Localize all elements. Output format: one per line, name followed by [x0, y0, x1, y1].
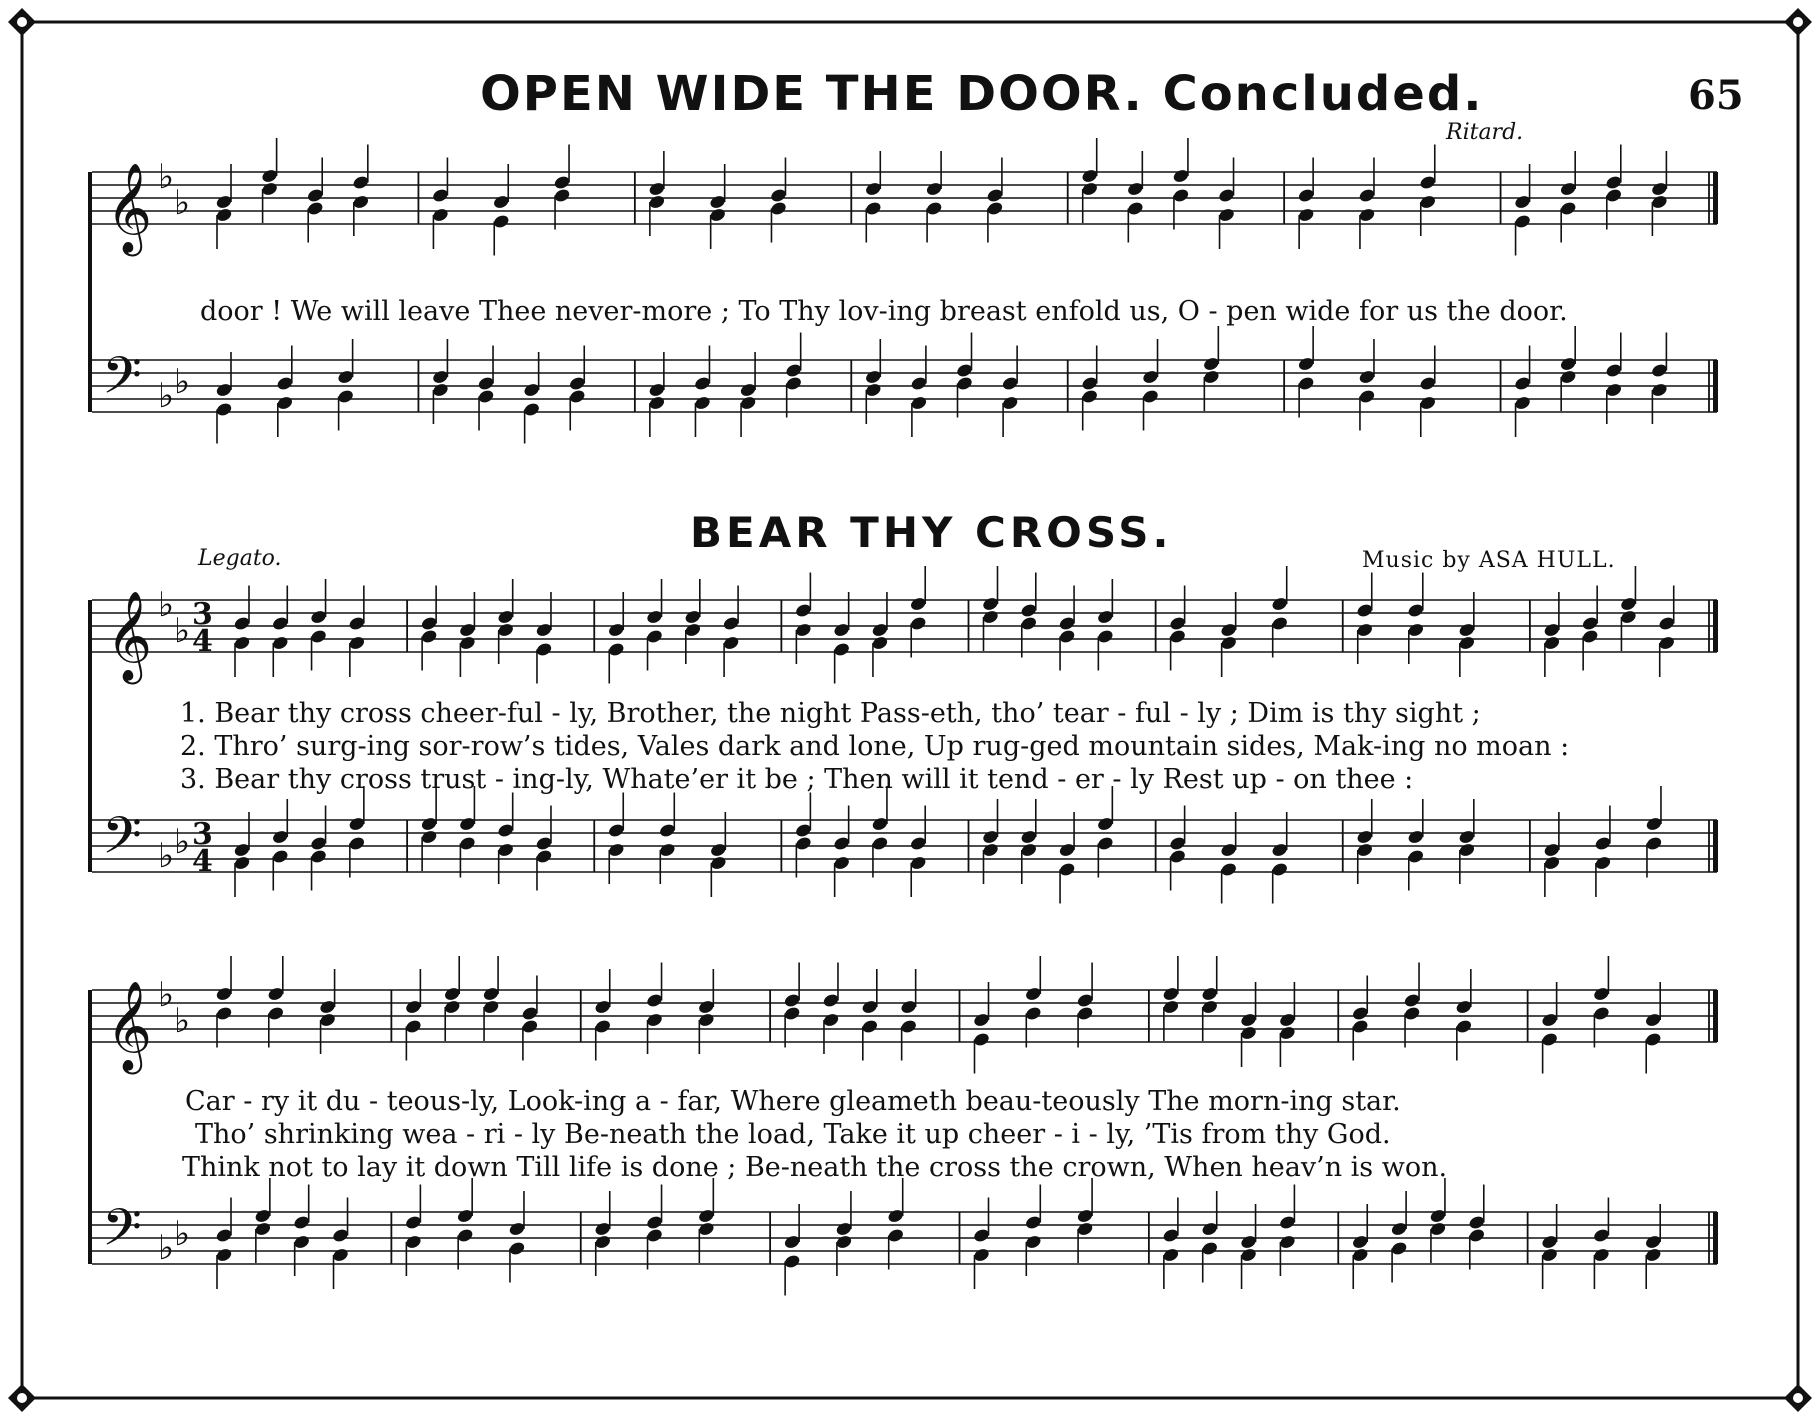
flat-sign-icon: ♭	[174, 1214, 191, 1254]
final-barline-thick	[1713, 990, 1718, 1042]
corner-ornament-center	[17, 1393, 27, 1403]
time-signature-top: 3	[192, 817, 213, 852]
system-bracket	[88, 990, 92, 1264]
song-title-open-wide-the-door: OPEN WIDE THE DOOR. Concluded.	[480, 66, 1484, 122]
flat-sign-icon: ♭	[174, 822, 191, 862]
verse-3-line-a: 3. Bear thy cross trust - ing-ly, Whate’er it be ; Then will it tend - er - ly Rest up - on thee :	[180, 764, 1414, 795]
flat-sign-icon: ♭	[158, 1228, 175, 1268]
treble-clef-icon: 𝄞	[106, 163, 153, 253]
system-bracket	[88, 600, 92, 872]
legato-marking: Legato.	[198, 546, 282, 571]
bass-clef-icon: 𝄢	[102, 1197, 142, 1270]
song-title-bear-thy-cross: BEAR THY CROSS.	[690, 508, 1173, 557]
verse-3-line-b: Think not to lay it down Till life is done ; Be-neath the cross the crown, When heav’n is won.	[182, 1152, 1448, 1183]
flat-sign-icon: ♭	[174, 611, 191, 651]
corner-ornament-center	[1793, 17, 1803, 27]
time-signature-bottom: 4	[192, 624, 213, 659]
flat-sign-icon: ♭	[158, 836, 175, 876]
time-signature-top: 3	[192, 597, 213, 632]
verse-2-line-a: 2. Thro’ surg-ing sor-row’s tides, Vales dark and lone, Up rug-ged mountain sides, Mak-ing no moan :	[180, 731, 1570, 762]
final-barline-thick	[1713, 1212, 1718, 1264]
flat-sign-icon: ♭	[174, 1001, 191, 1041]
verse-1-line-b: Car - ry it du - teous-ly, Look-ing a - far, Where gleameth beau-teously The morn-ing star.	[185, 1086, 1401, 1117]
flat-sign-icon: ♭	[158, 585, 175, 625]
flat-sign-icon: ♭	[174, 183, 191, 223]
final-barline-thick	[1713, 820, 1718, 872]
system-bracket	[88, 172, 92, 412]
verse-2-line-b: Tho’ shrinking wea - ri - ly Be-neath the load, Take it up cheer - i - ly, ’Tis from thy God.	[195, 1119, 1391, 1150]
final-barline-thick	[1713, 360, 1718, 412]
song1-lyric-line: door ! We will leave Thee never-more ; To Thy lov-ing breast enfold us, O - pen wide for us the door.	[200, 296, 1568, 327]
composer-credit: Music by ASA HULL.	[1362, 548, 1616, 573]
verse-1-line-a: 1. Bear thy cross cheer-ful - ly, Brother, the night Pass-eth, tho’ tear - ful - ly ; Dim is thy sight ;	[180, 698, 1481, 729]
time-signature-bottom: 4	[192, 844, 213, 879]
final-barline-thick	[1713, 172, 1718, 224]
corner-ornament-center	[17, 17, 27, 27]
treble-clef-icon: 𝄞	[106, 591, 153, 681]
bass-clef-icon: 𝄢	[102, 345, 142, 418]
flat-sign-icon: ♭	[174, 362, 191, 402]
bass-clef-icon: 𝄢	[102, 805, 142, 878]
treble-clef-icon: 𝄞	[106, 981, 153, 1071]
final-barline-thick	[1713, 600, 1718, 652]
flat-sign-icon: ♭	[158, 975, 175, 1015]
flat-sign-icon: ♭	[158, 376, 175, 416]
page-number: 65	[1688, 72, 1744, 119]
ritard-marking: Ritard.	[1446, 120, 1524, 145]
flat-sign-icon: ♭	[158, 157, 175, 197]
corner-ornament-center	[1793, 1393, 1803, 1403]
